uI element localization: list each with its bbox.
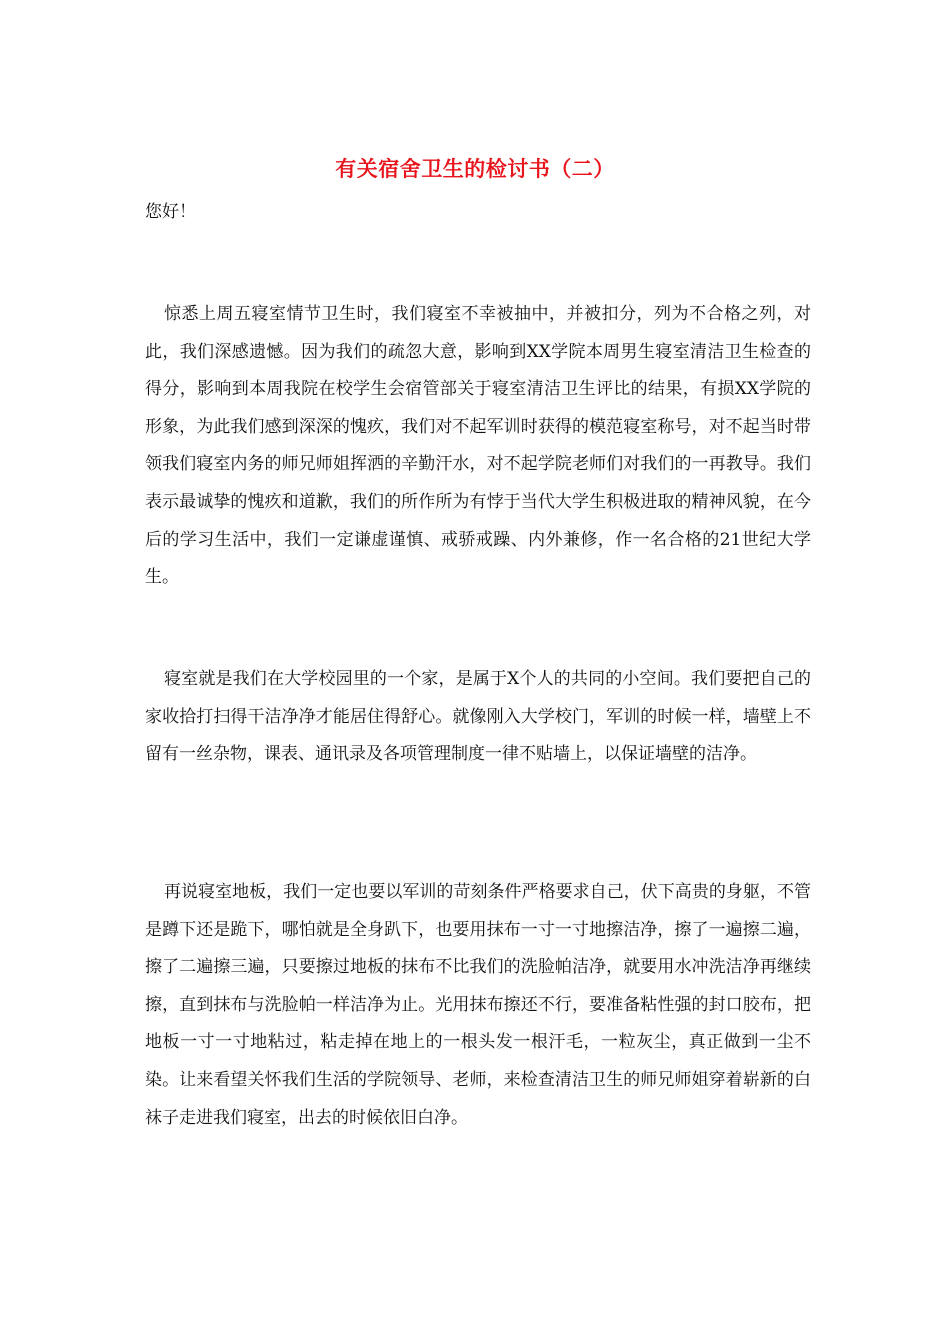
body-paragraph-2: 寝室就是我们在大学校园里的一个家，是属于X个人的共同的小空间。我们要把自己的家收拾打扫得干洁净净才能居住得舒心。就像刚入大学校门，军训的时候一样，墙壁上不留有一丝杂物，课表、通讯录及各项管理制度一律不贴墙上，以保证墙壁的洁净。 <box>145 669 811 765</box>
greeting-line: 您好！ <box>145 202 196 222</box>
body-paragraph-3: 再说寝室地板，我们一定也要以军训的苛刻条件严格要求自己，伏下高贵的身躯，不管是蹲下还是跪下，哪怕就是全身趴下，也要用抹布一寸一寸地擦洁净，擦了一遍擦二遍，擦了二遍擦三遍，只要擦过地板的抹布不比我们的洗脸帕洁净，就要用水冲洗洁净再继续擦，直到抹布与洗脸帕一样洁净为止。光用抹布擦还不行，要准备粘性强的封口胶布，把地板一寸一寸地粘过，粘走掉在地上的一根头发一根汗毛，一粒灰尘，真正做到一尘不染。让来看望关怀我们生活的学院领导、老师，来检查清洁卫生的师兄师姐穿着崭新的白袜子走进我们寝室，出去的时候依旧白净。 <box>145 882 811 1128</box>
document-title: 有关宿舍卫生的检讨书（二） <box>335 156 615 181</box>
body-paragraph-1: 惊悉上周五寝室情节卫生时，我们寝室不幸被抽中，并被扣分，列为不合格之列，对此，我们深感遗憾。因为我们的疏忽大意，影响到XX学院本周男生寝室清洁卫生检查的得分，影响到本周我院在校学生会宿管部关于寝室清洁卫生评比的结果，有损XX学院的形象，为此我们感到深深的愧疚，我们对不起军训时获得的模范寝室称号，对不起当时带领我们寝室内务的师兄师姐挥洒的辛勤汗水，对不起学院老师们对我们的一再教导。我们表示最诚挚的愧疚和道歉，我们的所作所为有悖于当代大学生积极进取的精神风貌，在今后的学习生活中，我们一定谦虚谨慎、戒骄戒躁、内外兼修，作一名合格的21世纪大学生。 <box>145 304 811 588</box>
